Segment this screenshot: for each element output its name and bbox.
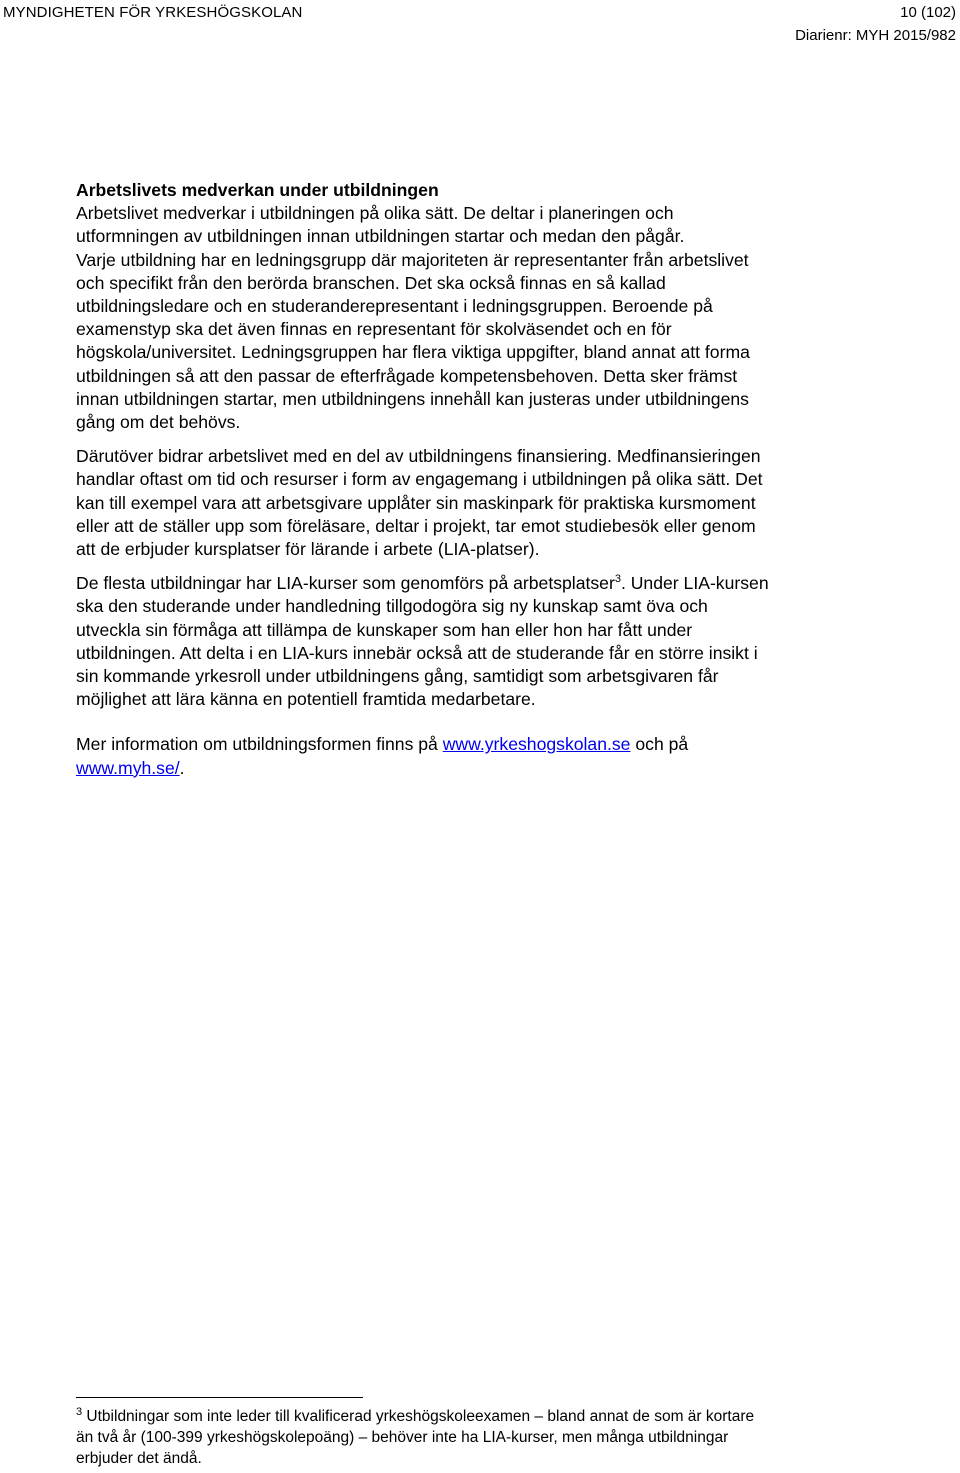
footnote-reference[interactable]: 3: [614, 573, 621, 586]
paragraph-2-line-1: Varje utbildning har en ledningsgrupp där majoriteten är representanter från arbetslivet: [76, 249, 749, 270]
main-content: [76, 179, 876, 780]
footnote: [76, 1406, 876, 1469]
paragraph-2-line-6: utbildningen så att den passar de efterfrågade kompetensbehoven. Detta sker främst: [76, 365, 738, 386]
paragraph-1: [76, 202, 876, 248]
paragraph-4-line-5: sin kommande yrkesroll under utbildningens gång, samtidigt som arbetsgivaren får: [76, 666, 719, 687]
link-myh[interactable]: www.myh.se/: [76, 757, 180, 778]
paragraph-4-line-1a: De flesta utbildningar har LIA-kurser som genomförs på arbetsplatser: [76, 573, 615, 594]
paragraph-2-line-7: innan utbildningen startar, men utbildningens innehåll kan justeras under utbildningens: [76, 388, 749, 409]
paragraph-5-mid: och på: [630, 734, 689, 755]
paragraph-3: [76, 445, 876, 561]
paragraph-3-line-2: handlar oftast om tid och resurser i form av engagemang i utbildningen på olika sätt. Det: [76, 469, 763, 490]
page-number: 10 (102): [900, 4, 956, 21]
paragraph-5: [76, 733, 876, 779]
paragraph-3-line-5: att de erbjuder kursplatser för lärande i arbete (LIA-platser).: [76, 539, 540, 560]
paragraph-4-line-2: ska den studerande under handledning tillgodogöra sig ny kunskap samt öva och: [76, 596, 708, 617]
footnote-line-2: än två år (100-399 yrkeshögskolepoäng) – behöver inte ha LIA-kurser, men många utbildningar: [76, 1429, 729, 1446]
footnote-separator: [76, 1397, 363, 1398]
paragraph-3-line-1: Därutöver bidrar arbetslivet med en del av utbildningens finansiering. Medfinansieringen: [76, 446, 761, 467]
paragraph-2-line-5: högskola/universitet. Ledningsgruppen har flera viktiga uppgifter, bland annat att forma: [76, 342, 750, 363]
paragraph-3-line-3: kan till exempel vara att arbetsgivare upplåter sin maskinpark för praktiska kursmoment: [76, 492, 756, 513]
paragraph-5-end: .: [179, 757, 185, 778]
paragraph-2-line-8: gång om det behövs.: [76, 412, 241, 433]
footnote-line-3: erbjuder det ändå.: [76, 1450, 202, 1467]
paragraph-4-line-4: utbildningen. Att delta i en LIA-kurs innebär också att de studerande får en större insikt i: [76, 642, 758, 663]
footnote-line-1: Utbildningar som inte leder till kvalificerad yrkeshögskoleexamen – bland annat de som är kortare: [82, 1408, 755, 1425]
paragraph-4: [76, 572, 876, 711]
paragraph-1-line-2: utformningen av utbildningen innan utbildningen startar och medan den pågår.: [76, 226, 685, 247]
paragraph-4-line-1b: . Under LIA-kursen: [620, 573, 769, 594]
footnote-marker: 3: [76, 1406, 83, 1418]
paragraph-5-text: Mer information om utbildningsformen finns på: [76, 734, 443, 755]
paragraph-2: [76, 249, 876, 435]
paragraph-2-line-2: och specifikt från den berörda branschen. Det ska också finnas en så kallad: [76, 272, 666, 293]
paragraph-4-line-6: möjlighet att lära känna en potentiell framtida medarbetare.: [76, 689, 536, 710]
paragraph-4-line-3: utveckla sin förmåga att tillämpa de kunskaper som han eller hon har fått under: [76, 619, 693, 640]
paragraph-2-line-3: utbildningsledare och en studeranderepresentant i ledningsgruppen. Beroende på: [76, 296, 713, 317]
agency-name: MYNDIGHETEN FÖR YRKESHÖGSKOLAN: [3, 4, 303, 21]
diary-number: Diarienr: MYH 2015/982: [795, 27, 956, 44]
paragraph-3-line-4: eller att de ställer upp som föreläsare, deltar i projekt, tar emot studiebesök eller genom: [76, 515, 756, 536]
paragraph-2-line-4: examenstyp ska det även finnas en representant för skolväsendet och en för: [76, 319, 672, 340]
section-heading: Arbetslivets medverkan under utbildningen: [76, 180, 439, 200]
paragraph-1-line-1: Arbetslivet medverkar i utbildningen på olika sätt. De deltar i planeringen och: [76, 203, 674, 224]
page-header-right: [795, 4, 956, 45]
link-yrkeshogskolan[interactable]: www.yrkeshogskolan.se: [442, 734, 631, 755]
